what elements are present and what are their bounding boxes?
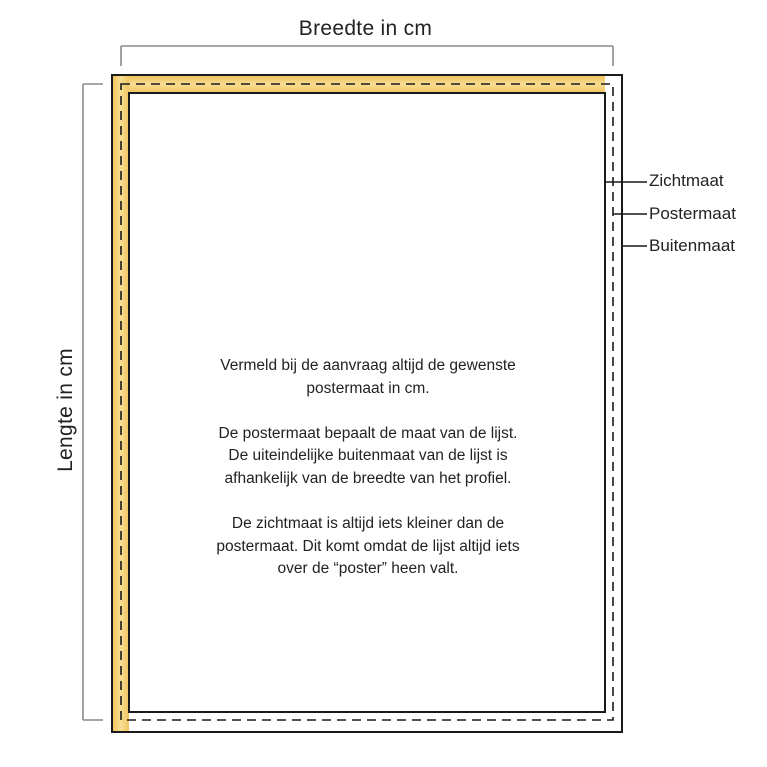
length-dimension-label: Lengte in cm	[54, 348, 77, 472]
explanation-paragraph: De postermaat bepaalt de maat van de lijst. De uiteindelijke buitenmaat van de lijst is afhankelijk van de breedte van het profiel.	[218, 424, 518, 487]
width-dimension-bracket	[121, 46, 613, 66]
explanation-paragraph: De zichtmaat is altijd iets kleiner dan de postermaat. Dit komt omdat de lijst altijd iets over de “poster” heen valt.	[216, 515, 520, 578]
zichtmaat-label: Zichtmaat	[649, 171, 724, 190]
buitenmaat-label: Buitenmaat	[649, 236, 735, 255]
explanation-paragraph: Vermeld bij de aanvraag altijd de gewenste postermaat in cm.	[220, 357, 516, 397]
width-dimension-label: Breedte in cm	[298, 17, 433, 40]
postermaat-label: Postermaat	[649, 204, 736, 223]
length-dimension-bracket	[83, 84, 103, 720]
explanation-text	[208, 355, 528, 581]
